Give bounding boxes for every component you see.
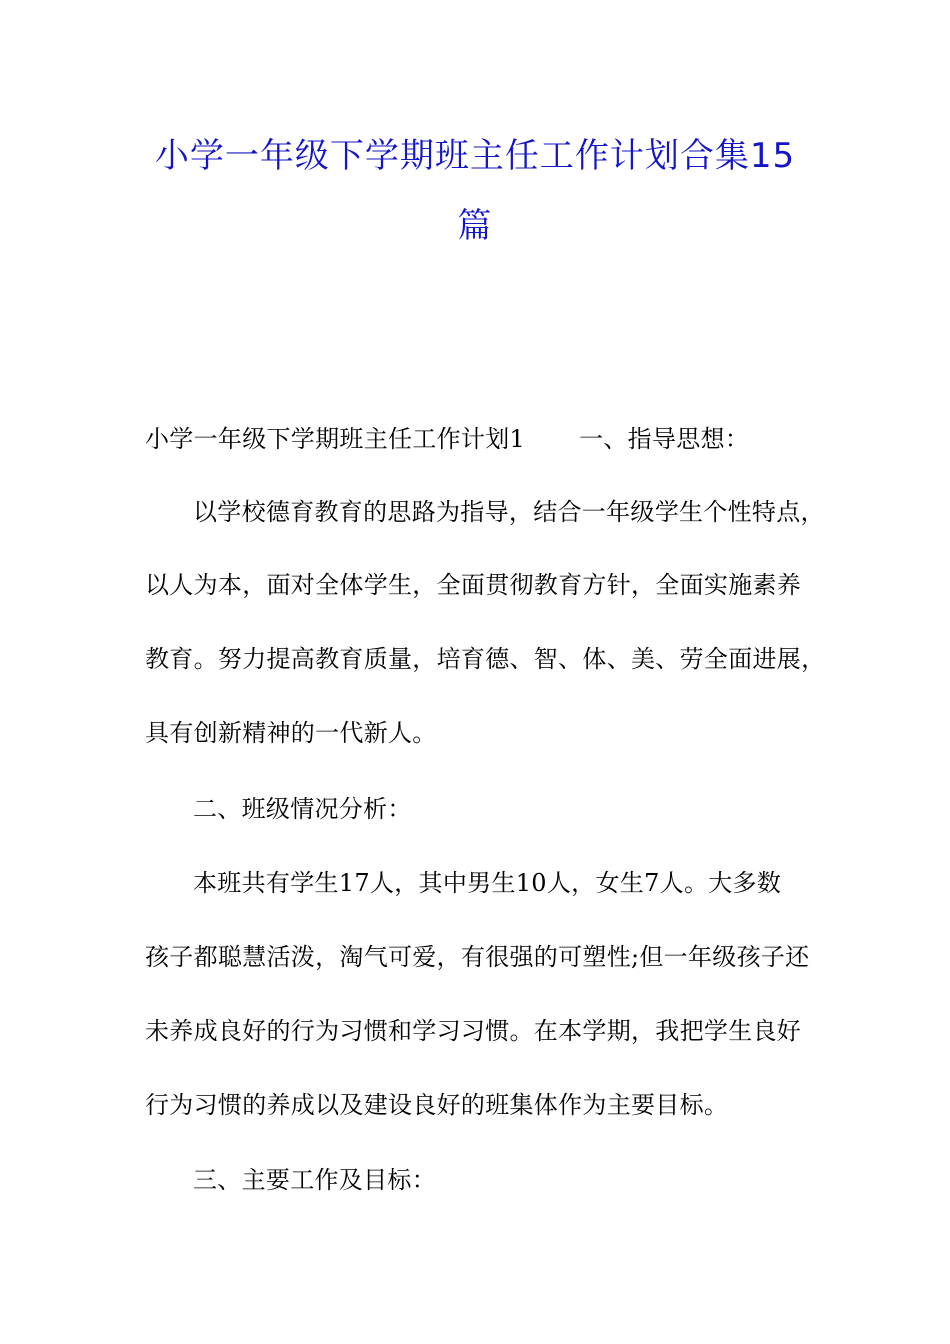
paragraph-1-line-2: 以人为本，面对全体学生，全面贯彻教育方针，全面实施素养 xyxy=(145,571,802,599)
paragraph-1-line-1: 以学校德育教育的思路为指导，结合一年级学生个性特点， xyxy=(193,498,825,526)
document-title-line-1: 小学一年级下学期班主任工作计划合集15 xyxy=(154,136,796,176)
plan-heading-row xyxy=(145,424,749,454)
section-1-heading: 一、指导思想： xyxy=(579,425,750,453)
section-3-heading: 三、主要工作及目标： xyxy=(193,1166,436,1194)
plan-heading: 小学一年级下学期班主任工作计划1 xyxy=(145,425,526,453)
paragraph-1-line-4: 具有创新精神的一代新人。 xyxy=(145,719,437,747)
paragraph-2-line-4: 行为习惯的养成以及建设良好的班集体作为主要目标。 xyxy=(145,1091,729,1119)
paragraph-2-line-3: 未养成良好的行为习惯和学习习惯。在本学期，我把学生良好 xyxy=(145,1017,802,1045)
section-2-heading: 二、班级情况分析： xyxy=(193,795,412,823)
paragraph-2-line-2: 孩子都聪慧活泼，淘气可爱，有很强的可塑性;但一年级孩子还 xyxy=(145,943,810,971)
document-title-line-2: 篇 xyxy=(457,206,493,246)
paragraph-2-line-1: 本班共有学生17人，其中男生10人，女生7人。大多数 xyxy=(193,869,782,897)
paragraph-1-line-3: 教育。努力提高教育质量，培育德、智、体、美、劳全面进展， xyxy=(145,645,826,673)
